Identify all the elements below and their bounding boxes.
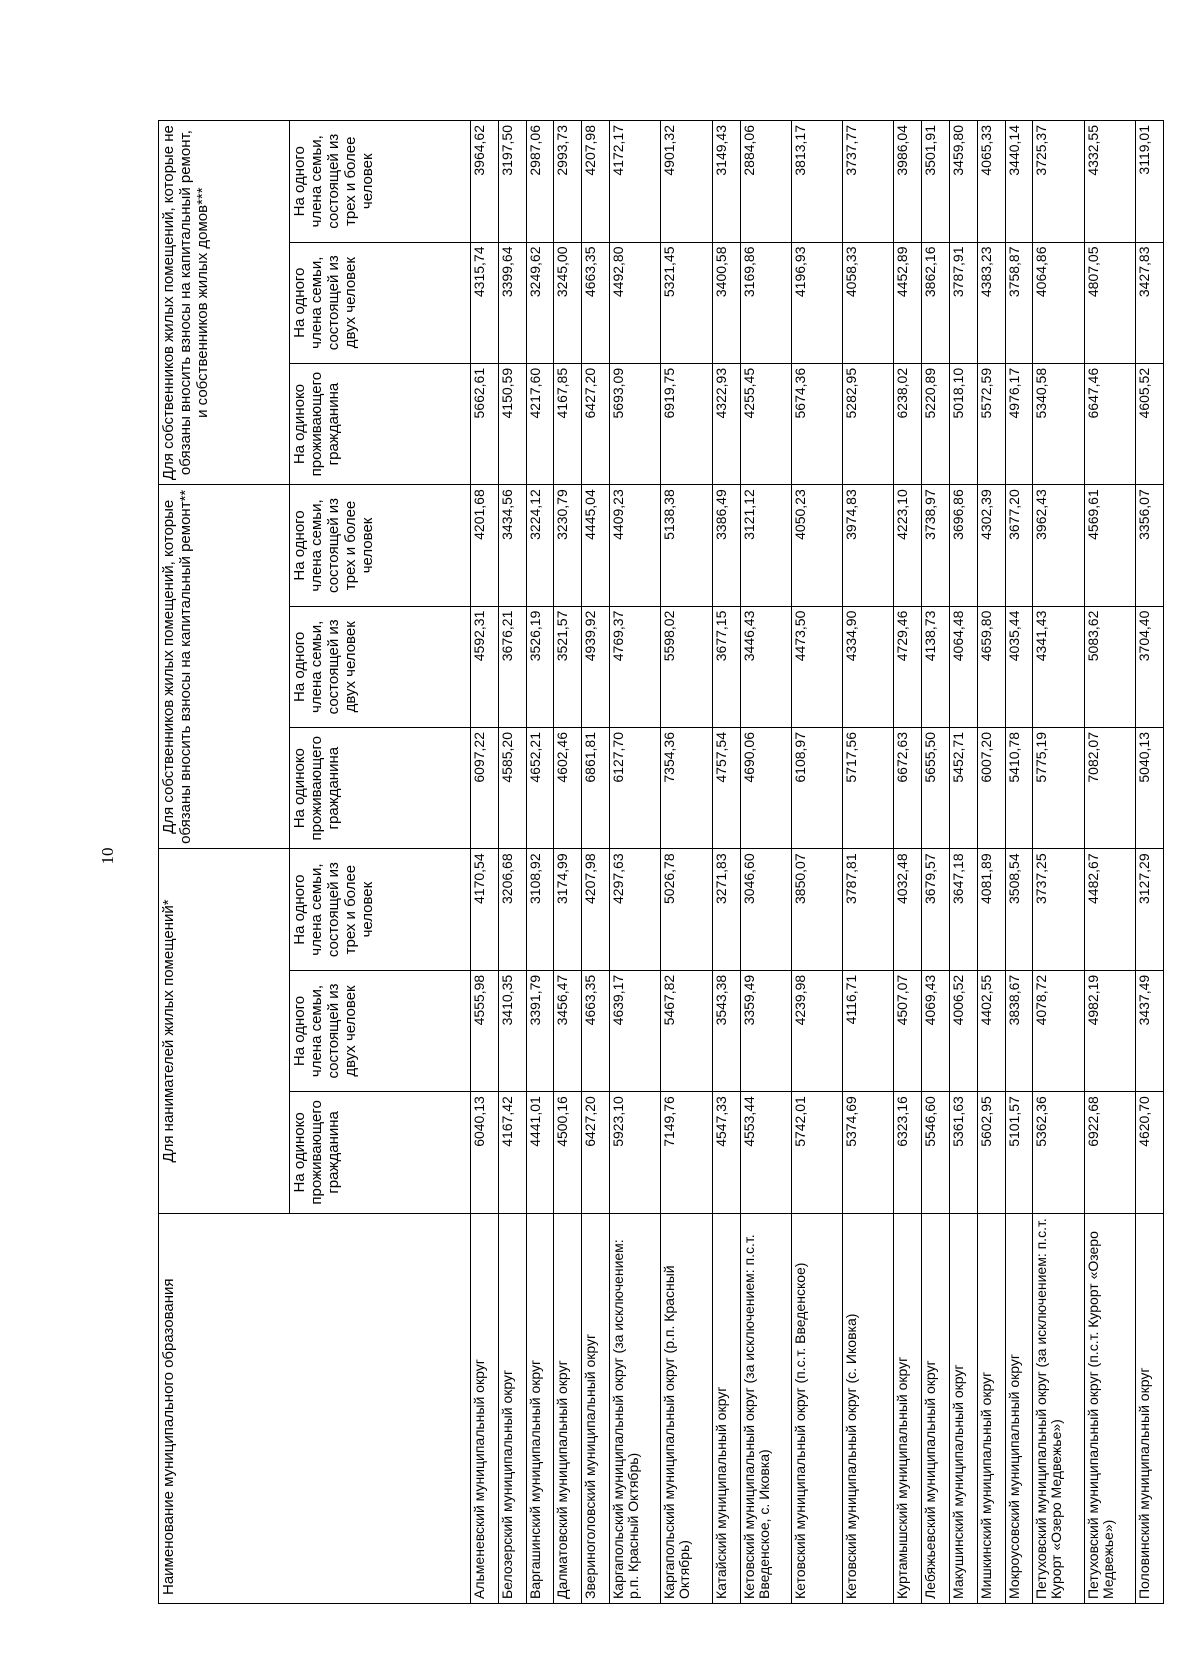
value-cell: 5693,09 — [610, 363, 661, 484]
table-row — [1135, 121, 1163, 1604]
value-cell: 3356,07 — [1135, 485, 1163, 606]
subsistence-table — [158, 120, 1164, 1604]
value-cell: 3526,19 — [526, 606, 554, 727]
subheader-single: На одиноко проживающего гражданина — [290, 363, 471, 484]
value-cell: 5361,63 — [949, 1092, 977, 1213]
value-cell: 4064,86 — [1033, 242, 1084, 363]
value-cell: 4006,52 — [949, 970, 977, 1091]
value-cell: 3501,91 — [922, 121, 950, 243]
value-cell: 6861,81 — [582, 728, 610, 849]
subheader-two: На одного члена семьи, состоящей из двух человек — [290, 606, 471, 727]
value-cell: 7354,36 — [661, 728, 712, 849]
value-cell: 4409,23 — [610, 485, 661, 606]
value-cell: 3677,15 — [712, 606, 740, 727]
value-cell: 4167,85 — [554, 363, 582, 484]
value-cell: 3737,25 — [1033, 849, 1084, 970]
value-cell: 3437,49 — [1135, 970, 1163, 1091]
municipality-name: Каргапольский муниципальный округ (за исключением: р.п. Красный Октябрь) — [610, 1213, 661, 1603]
value-cell: 5546,60 — [922, 1092, 950, 1213]
value-cell: 5598,02 — [661, 606, 712, 727]
municipality-name: Лебяжьевский муниципальный округ — [922, 1213, 950, 1603]
value-cell: 3386,49 — [712, 485, 740, 606]
value-cell: 5662,61 — [471, 363, 499, 484]
table-row — [949, 121, 977, 1604]
group-header-tenants: Для нанимателей жилых помещений* — [159, 849, 290, 1213]
table-row — [712, 121, 740, 1604]
value-cell: 4659,80 — [977, 606, 1005, 727]
value-cell: 4032,48 — [894, 849, 922, 970]
value-cell: 5742,01 — [791, 1092, 842, 1213]
municipality-name: Далматовский муниципальный округ — [554, 1213, 582, 1603]
value-cell: 3862,16 — [922, 242, 950, 363]
value-cell: 3174,99 — [554, 849, 582, 970]
value-cell: 4081,89 — [977, 849, 1005, 970]
value-cell: 3224,12 — [526, 485, 554, 606]
municipality-name: Мишкинский муниципальный округ — [977, 1213, 1005, 1603]
value-cell: 6427,20 — [582, 363, 610, 484]
value-cell: 4116,71 — [843, 970, 894, 1091]
value-cell: 3249,62 — [526, 242, 554, 363]
subheader-three: На одного члена семьи, состоящей из трех и более человек — [290, 121, 471, 243]
value-cell: 3399,64 — [498, 242, 526, 363]
value-cell: 3986,04 — [894, 121, 922, 243]
value-cell: 5374,69 — [843, 1092, 894, 1213]
value-cell: 4383,23 — [977, 242, 1005, 363]
value-cell: 5362,36 — [1033, 1092, 1084, 1213]
value-cell: 6238,02 — [894, 363, 922, 484]
value-cell: 3169,86 — [740, 242, 791, 363]
value-cell: 5452,71 — [949, 728, 977, 849]
value-cell: 5138,38 — [661, 485, 712, 606]
value-cell: 4652,21 — [526, 728, 554, 849]
value-cell: 4207,98 — [582, 849, 610, 970]
value-cell: 5674,36 — [791, 363, 842, 484]
value-cell: 4050,23 — [791, 485, 842, 606]
value-cell: 3456,47 — [554, 970, 582, 1091]
value-cell: 3543,38 — [712, 970, 740, 1091]
value-cell: 5026,78 — [661, 849, 712, 970]
table-row — [526, 121, 554, 1604]
value-cell: 5923,10 — [610, 1092, 661, 1213]
value-cell: 4663,35 — [582, 242, 610, 363]
municipality-name: Звериноголовский муниципальный округ — [582, 1213, 610, 1603]
value-cell: 3758,87 — [1005, 242, 1033, 363]
subheader-single: На одиноко проживающего гражданина — [290, 728, 471, 849]
value-cell: 6919,75 — [661, 363, 712, 484]
value-cell: 3676,21 — [498, 606, 526, 727]
value-cell: 4078,72 — [1033, 970, 1084, 1091]
value-cell: 3121,12 — [740, 485, 791, 606]
value-cell: 3359,49 — [740, 970, 791, 1091]
value-cell: 3440,14 — [1005, 121, 1033, 243]
value-cell: 4807,05 — [1084, 242, 1135, 363]
value-cell: 4445,04 — [582, 485, 610, 606]
value-cell: 6108,97 — [791, 728, 842, 849]
value-cell: 4217,60 — [526, 363, 554, 484]
subheader-single: На одиноко проживающего гражданина — [290, 1092, 471, 1213]
value-cell: 4639,17 — [610, 970, 661, 1091]
table-row — [610, 121, 661, 1604]
value-cell: 4322,93 — [712, 363, 740, 484]
table-row — [471, 121, 499, 1604]
municipality-name-header: Наименование муниципального образования — [159, 1213, 471, 1603]
value-cell: 4334,90 — [843, 606, 894, 727]
value-cell: 4663,35 — [582, 970, 610, 1091]
table-row — [1084, 121, 1135, 1604]
value-cell: 3850,07 — [791, 849, 842, 970]
value-cell: 3704,40 — [1135, 606, 1163, 727]
value-cell: 3427,83 — [1135, 242, 1163, 363]
value-cell: 6097,22 — [471, 728, 499, 849]
value-cell: 4500,16 — [554, 1092, 582, 1213]
value-cell: 3434,56 — [498, 485, 526, 606]
group-header-owners-obliged: Для собственников жилых помещений, которые обязаны вносить взносы на капитальный ремонт** — [159, 485, 290, 849]
table-row — [582, 121, 610, 1604]
value-cell: 2987,06 — [526, 121, 554, 243]
table-row — [554, 121, 582, 1604]
table-body — [471, 121, 1164, 1604]
value-cell: 4201,68 — [471, 485, 499, 606]
value-cell: 3127,29 — [1135, 849, 1163, 970]
value-cell: 4569,61 — [1084, 485, 1135, 606]
value-cell: 4507,07 — [894, 970, 922, 1091]
value-cell: 3964,62 — [471, 121, 499, 243]
table-row — [740, 121, 791, 1604]
value-cell: 5717,56 — [843, 728, 894, 849]
value-cell: 5340,58 — [1033, 363, 1084, 484]
value-cell: 5040,13 — [1135, 728, 1163, 849]
value-cell: 4620,70 — [1135, 1092, 1163, 1213]
table-row — [843, 121, 894, 1604]
value-cell: 5018,10 — [949, 363, 977, 484]
value-cell: 6672,63 — [894, 728, 922, 849]
table-row — [661, 121, 712, 1604]
value-cell: 4138,73 — [922, 606, 950, 727]
value-cell: 4196,93 — [791, 242, 842, 363]
value-cell: 3962,43 — [1033, 485, 1084, 606]
table-row — [894, 121, 922, 1604]
value-cell: 4585,20 — [498, 728, 526, 849]
value-cell: 4939,92 — [582, 606, 610, 727]
value-cell: 3696,86 — [949, 485, 977, 606]
value-cell: 3974,83 — [843, 485, 894, 606]
value-cell: 3245,00 — [554, 242, 582, 363]
table-row — [498, 121, 526, 1604]
value-cell: 4341,43 — [1033, 606, 1084, 727]
value-cell: 4441,01 — [526, 1092, 554, 1213]
value-cell: 5572,59 — [977, 363, 1005, 484]
municipality-name: Варгашинский муниципальный округ — [526, 1213, 554, 1603]
value-cell: 3521,57 — [554, 606, 582, 727]
value-cell: 3508,54 — [1005, 849, 1033, 970]
value-cell: 4452,89 — [894, 242, 922, 363]
subheader-two: На одного члена семьи, состоящей из двух человек — [290, 970, 471, 1091]
value-cell: 5467,82 — [661, 970, 712, 1091]
value-cell: 3446,43 — [740, 606, 791, 727]
value-cell: 4223,10 — [894, 485, 922, 606]
value-cell: 3046,60 — [740, 849, 791, 970]
value-cell: 4170,54 — [471, 849, 499, 970]
value-cell: 4315,74 — [471, 242, 499, 363]
value-cell: 6922,68 — [1084, 1092, 1135, 1213]
value-cell: 4473,50 — [791, 606, 842, 727]
municipality-name: Кетовский муниципальный округ (за исключением: п.с.т. Введенское, с. Иковка) — [740, 1213, 791, 1603]
municipality-name: Половинский муниципальный округ — [1135, 1213, 1163, 1603]
value-cell: 2884,06 — [740, 121, 791, 243]
page-number: 10 — [98, 847, 117, 865]
value-cell: 3838,67 — [1005, 970, 1033, 1091]
municipality-name: Петуховский муниципальный округ (за исключением: п.с.т. Курорт «Озеро Медвежье») — [1033, 1213, 1084, 1603]
municipality-name: Белозерский муниципальный округ — [498, 1213, 526, 1603]
subheader-three: На одного члена семьи, состоящей из трех и более человек — [290, 849, 471, 970]
value-cell: 5775,19 — [1033, 728, 1084, 849]
value-cell: 4901,32 — [661, 121, 712, 243]
value-cell: 5101,57 — [1005, 1092, 1033, 1213]
table-row — [1005, 121, 1033, 1604]
municipality-name: Альменевский муниципальный округ — [471, 1213, 499, 1603]
value-cell: 4332,55 — [1084, 121, 1135, 243]
value-cell: 6427,20 — [582, 1092, 610, 1213]
value-cell: 4065,33 — [977, 121, 1005, 243]
value-cell: 3119,01 — [1135, 121, 1163, 243]
value-cell: 3271,83 — [712, 849, 740, 970]
value-cell: 4302,39 — [977, 485, 1005, 606]
value-cell: 4605,52 — [1135, 363, 1163, 484]
value-cell: 4035,44 — [1005, 606, 1033, 727]
value-cell: 7149,76 — [661, 1092, 712, 1213]
municipality-name: Куртамышский муниципальный округ — [894, 1213, 922, 1603]
value-cell: 4239,98 — [791, 970, 842, 1091]
table-row — [977, 121, 1005, 1604]
value-cell: 3149,43 — [712, 121, 740, 243]
value-cell: 3679,57 — [922, 849, 950, 970]
value-cell: 3677,20 — [1005, 485, 1033, 606]
municipality-name: Петуховский муниципальный округ (п.с.т. Курорт «Озеро Медвежье») — [1084, 1213, 1135, 1603]
value-cell: 3410,35 — [498, 970, 526, 1091]
value-cell: 4547,33 — [712, 1092, 740, 1213]
value-cell: 5602,95 — [977, 1092, 1005, 1213]
municipality-name: Каргапольский муниципальный округ (р.п. Красный Октябрь) — [661, 1213, 712, 1603]
value-cell: 3787,81 — [843, 849, 894, 970]
value-cell: 4172,17 — [610, 121, 661, 243]
value-cell: 3230,79 — [554, 485, 582, 606]
value-cell: 4592,31 — [471, 606, 499, 727]
value-cell: 3400,58 — [712, 242, 740, 363]
table-row — [1033, 121, 1084, 1604]
value-cell: 4069,43 — [922, 970, 950, 1091]
table-row — [922, 121, 950, 1604]
value-cell: 4757,54 — [712, 728, 740, 849]
subheader-two: На одного члена семьи, состоящей из двух человек — [290, 242, 471, 363]
value-cell: 5655,50 — [922, 728, 950, 849]
value-cell: 5083,62 — [1084, 606, 1135, 727]
value-cell: 5220,89 — [922, 363, 950, 484]
value-cell: 4553,44 — [740, 1092, 791, 1213]
municipality-name: Мокроусовский муниципальный округ — [1005, 1213, 1033, 1603]
municipality-name: Кетовский муниципальный округ (п.с.т. Введенское) — [791, 1213, 842, 1603]
value-cell: 3197,50 — [498, 121, 526, 243]
value-cell: 6127,70 — [610, 728, 661, 849]
group-header-owners-not-obliged: Для собственников жилых помещений, которые не обязаны вносить взносы на капитальный ремонт, и собственников жилых домов*** — [159, 121, 290, 485]
value-cell: 6323,16 — [894, 1092, 922, 1213]
value-cell: 6040,13 — [471, 1092, 499, 1213]
value-cell: 4255,45 — [740, 363, 791, 484]
municipality-name: Кетовский муниципальный округ (с. Иковка) — [843, 1213, 894, 1603]
table-row — [791, 121, 842, 1604]
value-cell: 5410,78 — [1005, 728, 1033, 849]
value-cell: 4492,80 — [610, 242, 661, 363]
value-cell: 4555,98 — [471, 970, 499, 1091]
value-cell: 4729,46 — [894, 606, 922, 727]
value-cell: 3206,68 — [498, 849, 526, 970]
value-cell: 3738,97 — [922, 485, 950, 606]
value-cell: 5282,95 — [843, 363, 894, 484]
subheader-three: На одного члена семьи, состоящей из трех и более человек — [290, 485, 471, 606]
value-cell: 4058,33 — [843, 242, 894, 363]
value-cell: 4402,55 — [977, 970, 1005, 1091]
value-cell: 3787,91 — [949, 242, 977, 363]
value-cell: 7082,07 — [1084, 728, 1135, 849]
value-cell: 3725,37 — [1033, 121, 1084, 243]
value-cell: 3737,77 — [843, 121, 894, 243]
value-cell: 4602,46 — [554, 728, 582, 849]
value-cell: 3647,18 — [949, 849, 977, 970]
value-cell: 4167,42 — [498, 1092, 526, 1213]
value-cell: 4976,17 — [1005, 363, 1033, 484]
municipality-name: Макушинский муниципальный округ — [949, 1213, 977, 1603]
value-cell: 4207,98 — [582, 121, 610, 243]
value-cell: 4064,48 — [949, 606, 977, 727]
value-cell: 4769,37 — [610, 606, 661, 727]
value-cell: 4690,06 — [740, 728, 791, 849]
rotated-table-container — [158, 120, 1164, 1604]
value-cell: 3108,92 — [526, 849, 554, 970]
municipality-name: Катайский муниципальный округ — [712, 1213, 740, 1603]
value-cell: 2993,73 — [554, 121, 582, 243]
value-cell: 3813,17 — [791, 121, 842, 243]
value-cell: 3391,79 — [526, 970, 554, 1091]
value-cell: 6647,46 — [1084, 363, 1135, 484]
value-cell: 6007,20 — [977, 728, 1005, 849]
value-cell: 4297,63 — [610, 849, 661, 970]
value-cell: 4982,19 — [1084, 970, 1135, 1091]
value-cell: 5321,45 — [661, 242, 712, 363]
value-cell: 3459,80 — [949, 121, 977, 243]
value-cell: 4482,67 — [1084, 849, 1135, 970]
value-cell: 4150,59 — [498, 363, 526, 484]
